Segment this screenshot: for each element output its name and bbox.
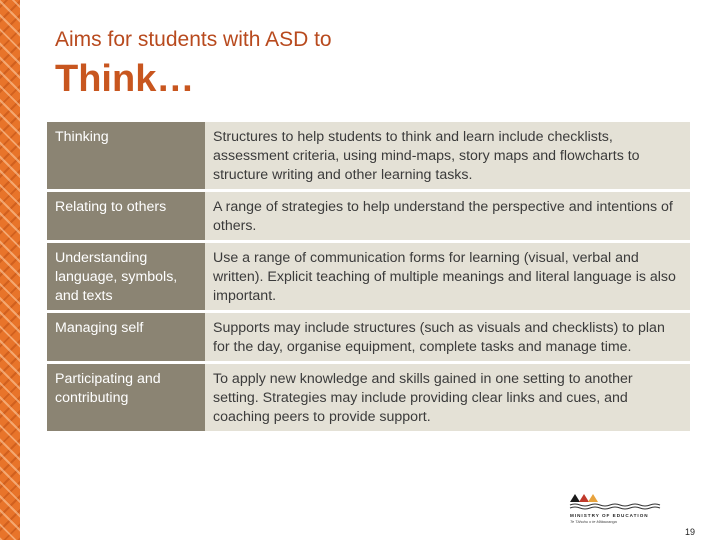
row-label: Thinking xyxy=(47,122,205,189)
logo-tagline: Te Tāhuhu o te Mātauranga xyxy=(570,520,617,524)
table-row xyxy=(47,313,690,361)
page-number: 19 xyxy=(684,527,695,537)
table-row xyxy=(47,243,690,310)
row-label: Relating to others xyxy=(47,192,205,240)
logo-triangle-gold xyxy=(588,494,598,502)
slide-subtitle: Aims for students with ASD to xyxy=(55,28,332,51)
logo-name: MINISTRY OF EDUCATION xyxy=(570,513,649,518)
row-label: Participating and contributing xyxy=(47,364,205,431)
logo-wave-line xyxy=(570,507,660,509)
logo-triangle-black xyxy=(570,494,580,502)
aims-table xyxy=(47,119,690,434)
row-description: Supports may include structures (such as visuals and checklists) to plan for the day, organise equipment, complete tasks and manage time. xyxy=(205,313,690,361)
table-row xyxy=(47,122,690,189)
row-description: A range of strategies to help understand the perspective and intentions of others. xyxy=(205,192,690,240)
logo-triangle-red xyxy=(579,494,589,502)
table-row xyxy=(47,192,690,240)
slide-title: Think… xyxy=(55,58,195,100)
row-description: Structures to help students to think and learn include checklists, assessment criteria, using mind-maps, story maps and flowcharts to structure writing and other learning tasks. xyxy=(205,122,690,189)
row-description: To apply new knowledge and skills gained in one setting to another setting. Strategies may include providing clear links and cues, and coaching peers to provide support. xyxy=(205,364,690,431)
row-label: Understanding language, symbols, and texts xyxy=(47,243,205,310)
row-description: Use a range of communication forms for learning (visual, verbal and written). Explicit teaching of multiple meanings and literal language is also important. xyxy=(205,243,690,310)
ministry-of-education-logo xyxy=(568,492,668,526)
decorative-border-pattern xyxy=(0,0,20,540)
logo-wave-line xyxy=(570,504,660,506)
table-row xyxy=(47,364,690,431)
row-label: Managing self xyxy=(47,313,205,361)
